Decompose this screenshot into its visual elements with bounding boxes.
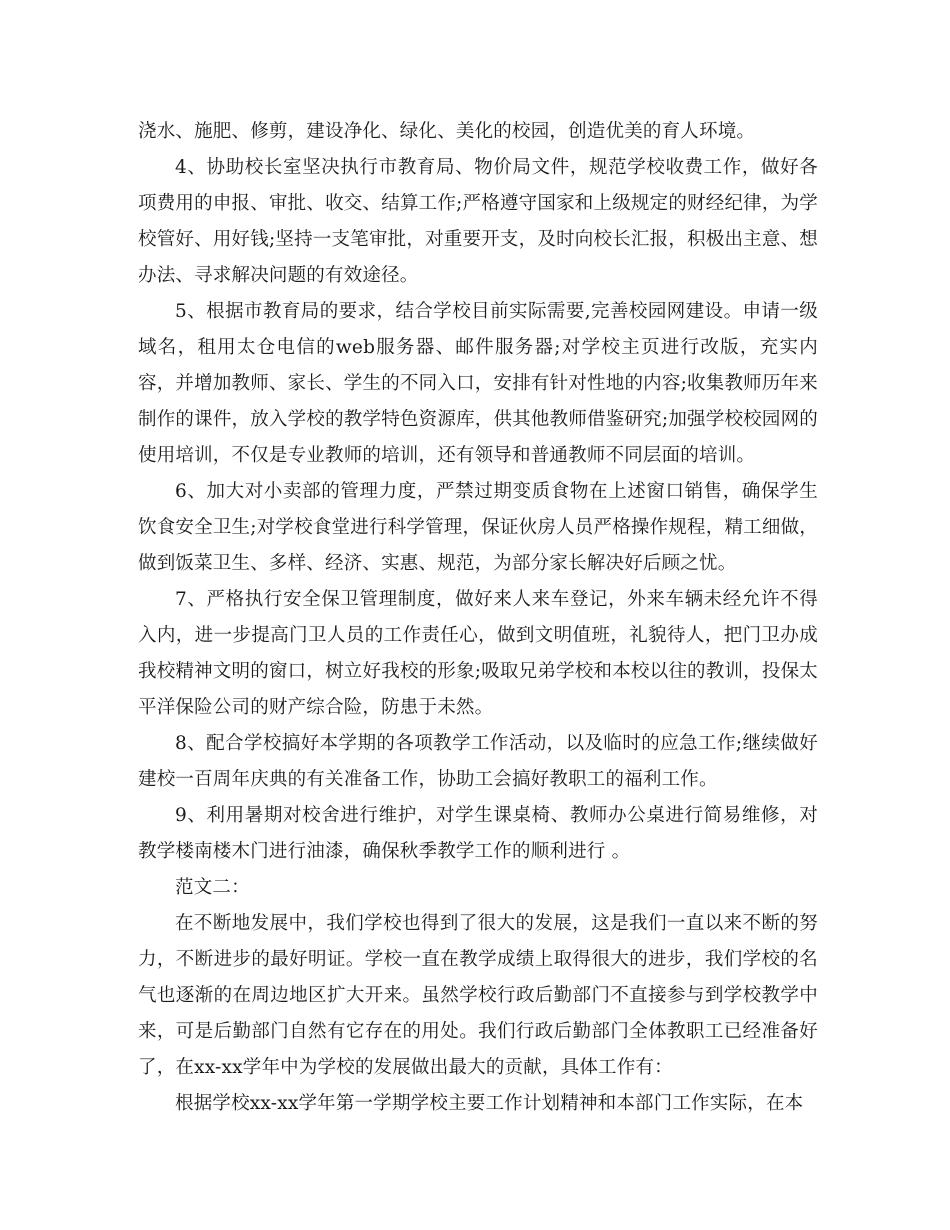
document-body xyxy=(138,114,818,1122)
paragraph-item-5: 5、根据市教育局的要求，结合学校目前实际需要,完善校园网建设。申请一级域名，租用太仓电信的web服务器、邮件服务器;对学校主页进行改版，充实内容，并增加教师、家长、学生的不同入口，安排有针对性地的内容;收集教师历年来制作的课件，放入学校的教学特色资源库，供其他教师借鉴研究;加强学校校园网的使用培训，不仅是专业教师的培训，还有领导和普通教师不同层面的培训。 xyxy=(138,301,818,466)
section-heading: 范文二： xyxy=(175,877,250,898)
paragraph-item-9: 9、利用暑期对校舍进行维护，对学生课桌椅、教师办公桌进行简易维修，对教学楼南楼木门进行油漆，确保秋季教学工作的顺利进行 。 xyxy=(138,805,818,862)
paragraph-intro: 在不断地发展中，我们学校也得到了很大的发展，这是我们一直以来不断的努力，不断进步的最好明证。学校一直在教学成绩上取得很大的进步，我们学校的名气也逐渐的在周边地区扩大开来。虽然学校行政后勤部门不直接参与到学校教学中来，可是后勤部门自然有它存在的用处。我们行政后勤部门全体教职工已经准备好了，在xx-xx学年中为学校的发展做出最大的贡献，具体工作有： xyxy=(138,913,818,1078)
paragraph-item-6: 6、加大对小卖部的管理力度，严禁过期变质食物在上述窗口销售，确保学生饮食安全卫生;对学校食堂进行科学管理，保证伙房人员严格操作规程，精工细做，做到饭菜卫生、多样、经济、实惠、规范，为部分家长解决好后顾之忧。 xyxy=(138,481,818,574)
paragraph-item-4: 4、协助校长室坚决执行市教育局、物价局文件，规范学校收费工作，做好各项费用的申报、审批、收交、结算工作;严格遵守国家和上级规定的财经纪律，为学校管好、用好钱;坚持一支笔审批，对重要开支，及时向校长汇报，积极出主意、想办法、寻求解决问题的有效途径。 xyxy=(138,157,818,286)
paragraph-item-7: 7、严格执行安全保卫管理制度，做好来人来车登记，外来车辆未经允许不得入内，进一步提高门卫人员的工作责任心，做到文明值班，礼貌待人，把门卫办成我校精神文明的窗口，树立好我校的形象;吸取兄弟学校和本校以往的教训，投保太平洋保险公司的财产综合险，防患于未然。 xyxy=(138,589,818,718)
paragraph-item-8: 8、配合学校搞好本学期的各项教学工作活动，以及临时的应急工作;继续做好建校一百周年庆典的有关准备工作，协助工会搞好教职工的福利工作。 xyxy=(138,733,818,790)
paragraph-continuation: 浇水、施肥、修剪，建设净化、绿化、美化的校园，创造优美的育人环境。 xyxy=(138,121,756,142)
paragraph-last: 根据学校xx-xx学年第一学期学校主要工作计划精神和本部门工作实际，在本 xyxy=(175,1093,804,1114)
